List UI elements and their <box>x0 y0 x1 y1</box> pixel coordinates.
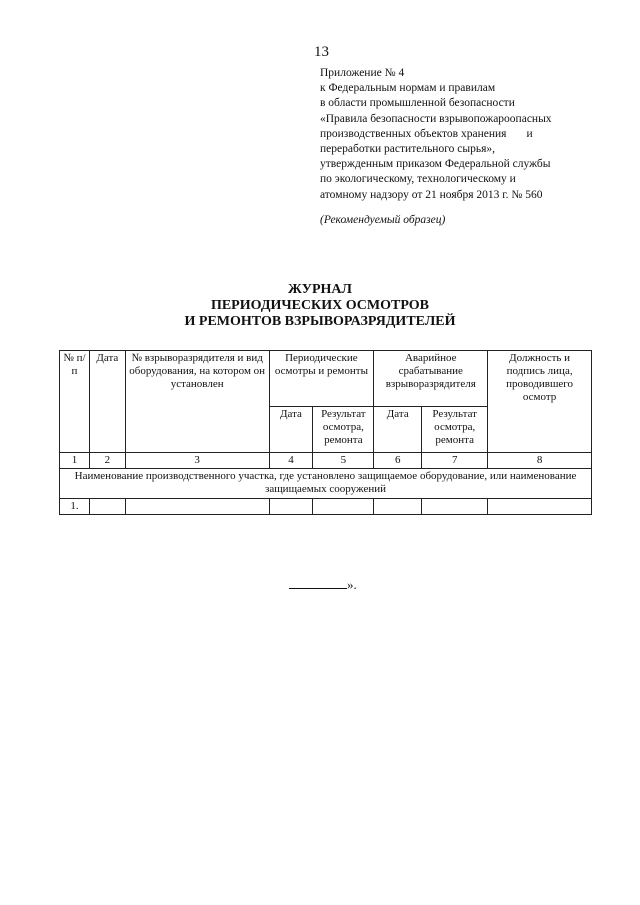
appendix-line: «Правила безопасности взрывопожароопасных <box>320 112 552 125</box>
empty-cell <box>313 499 374 515</box>
header-number: № п/п <box>60 351 90 453</box>
column-number: 8 <box>488 453 592 469</box>
page-number: 13 <box>314 44 329 60</box>
appendix-line: по экологическому, технологическому и <box>320 173 516 186</box>
subheader-date: Дата <box>269 407 313 453</box>
appendix-line: в области промышленной безопасности <box>320 97 515 110</box>
blank-underline <box>289 576 347 589</box>
header-emergency-activation: Аварийное срабатывание взрыворазрядителя <box>374 351 488 407</box>
column-number: 5 <box>313 453 374 469</box>
empty-cell <box>374 499 422 515</box>
header-periodic-inspections: Периодические осмотры и ремонты <box>269 351 374 407</box>
header-arrester: № взрыворазрядителя и вид оборудования, на котором он установлен <box>125 351 269 453</box>
subheader-result: Результат осмотра, ремонта <box>313 407 374 453</box>
sample-note: (Рекомендуемый образец) <box>320 214 446 226</box>
appendix-line: к Федеральным нормам и правилам <box>320 82 496 95</box>
appendix-line: атомному надзору от 21 ноября 2013 г. № 560 <box>320 188 543 201</box>
empty-cell <box>269 499 313 515</box>
appendix-line: утвержденным приказом Федеральной службы <box>320 158 551 171</box>
header-inspector: Должность и подпись лица, проводившего осмотр <box>488 351 592 453</box>
title-line: ЖУРНАЛ <box>288 282 352 297</box>
empty-cell <box>422 499 488 515</box>
header-date: Дата <box>89 351 125 453</box>
column-number: 4 <box>269 453 313 469</box>
subheader-result: Результат осмотра, ремонта <box>422 407 488 453</box>
appendix-header <box>320 66 610 203</box>
empty-cell <box>125 499 269 515</box>
document-title <box>0 282 640 330</box>
column-number: 1 <box>60 453 90 469</box>
closing-line <box>289 576 357 593</box>
subheader-date: Дата <box>374 407 422 453</box>
appendix-line: Приложение № 4 <box>320 67 405 79</box>
journal-table <box>59 350 592 515</box>
closing-quote: ». <box>347 577 357 592</box>
row-number: 1. <box>60 499 90 515</box>
empty-cell <box>89 499 125 515</box>
empty-cell <box>488 499 592 515</box>
appendix-line: производственных объектов хранения и <box>320 127 533 140</box>
title-line: ПЕРИОДИЧЕСКИХ ОСМОТРОВ <box>210 298 430 313</box>
appendix-line: переработки растительного сырья», <box>320 143 496 156</box>
column-number: 3 <box>125 453 269 469</box>
title-line: И РЕМОНТОВ ВЗРЫВОРАЗРЯДИТЕЛЕЙ <box>184 314 456 329</box>
section-row: Наименование производственного участка, где установлено защищаемое оборудование, или наименование защищаемых сооружений <box>60 469 592 499</box>
column-number: 7 <box>422 453 488 469</box>
column-number: 6 <box>374 453 422 469</box>
column-number: 2 <box>89 453 125 469</box>
